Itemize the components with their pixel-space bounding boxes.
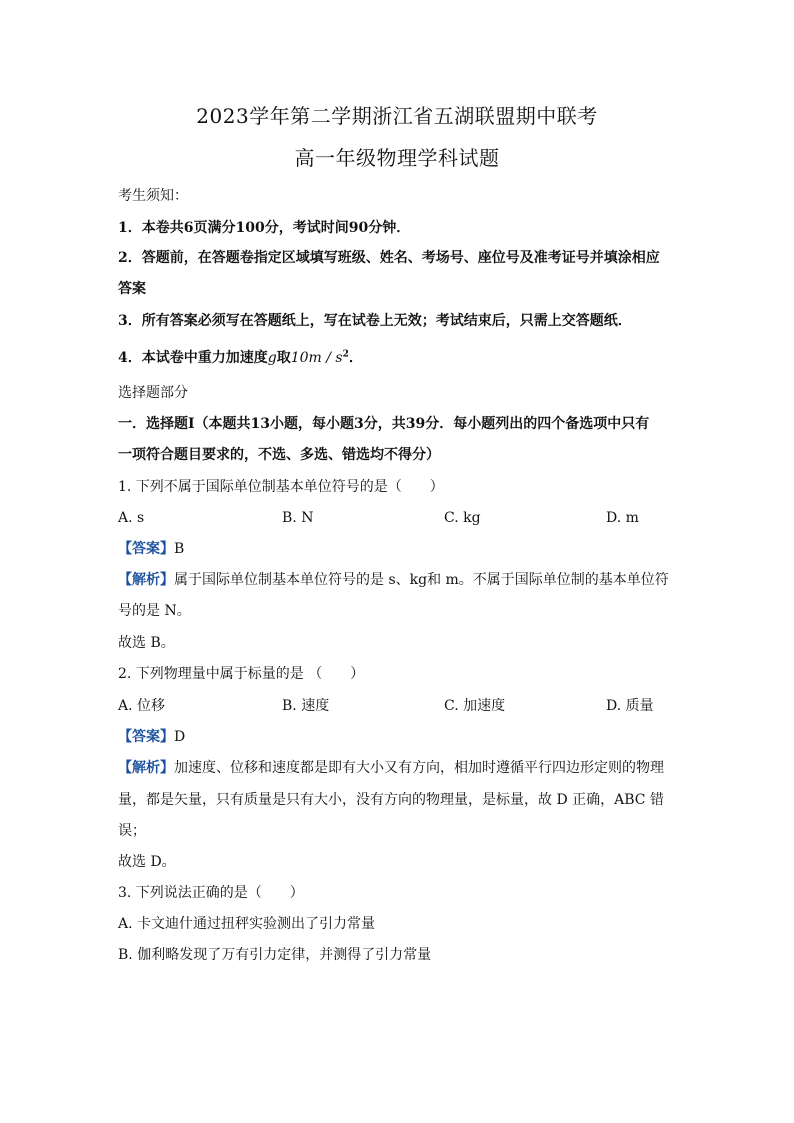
question-1-option-d: D. m xyxy=(606,510,639,526)
analysis-text: 属于国际单位制基本单位符号的是 s、kg和 m。不属于国际单位制的基本单位符 xyxy=(174,572,669,588)
question-3-stem: 3. 下列说法正确的是（ ） xyxy=(118,885,304,901)
section-heading-line-2: 一项符合题目要求的，不选、多选、错选均不得分） xyxy=(118,447,440,463)
question-1-analysis xyxy=(118,570,678,590)
notice-item-4-take: 取 xyxy=(276,350,291,366)
question-2-conclusion: 故选 D。 xyxy=(118,854,176,870)
exam-subtitle: 高一年级物理学科试题 xyxy=(294,146,500,170)
notice-item-4-end: ． xyxy=(348,350,363,366)
question-1-analysis-line-2: 号的是 N。 xyxy=(118,603,191,619)
question-2-option-b: B. 速度 xyxy=(282,698,330,714)
question-1-option-a: A. s xyxy=(118,510,145,526)
question-2-option-c: C. 加速度 xyxy=(444,698,506,714)
notice-item-2: 2．答题前，在答题卷指定区域填写班级、姓名、考场号、座位号及准考证号并填涂相应 xyxy=(118,250,660,266)
notice-item-1: 1．本卷共6页满分100分，考试时间90分钟． xyxy=(118,220,411,236)
notice-item-4-text: 4．本试卷中重力加速度 xyxy=(118,350,268,366)
question-1-stem: 1. 下列不属于国际单位制基本单位符号的是（ ） xyxy=(118,479,444,495)
question-1-option-c: C. kg xyxy=(444,510,481,526)
notice-item-3: 3．所有答案必须写在答题纸上，写在试卷上无效；考试结束后，只需上交答题纸． xyxy=(118,313,632,329)
question-2-analysis xyxy=(118,758,678,778)
analysis-tag: 【解析】 xyxy=(118,572,174,588)
question-3-option-a: A. 卡文迪什通过扭秤实验测出了引力常量 xyxy=(118,916,376,932)
answer-value: D xyxy=(174,729,186,745)
answer-tag: 【答案】 xyxy=(118,729,174,745)
question-3-option-b: B. 伽利略发现了万有引力定律，并测得了引力常量 xyxy=(118,947,432,963)
answer-value: B xyxy=(174,541,185,557)
question-2-option-d: D. 质量 xyxy=(606,698,654,714)
gravity-unit-exponent: 2 xyxy=(342,349,349,360)
question-2-analysis-line-3: 误； xyxy=(118,823,146,839)
analysis-tag: 【解析】 xyxy=(118,760,174,776)
question-2-stem: 2. 下列物理量中属于标量的是 （ ） xyxy=(118,666,365,682)
gravity-unit: 10m / s xyxy=(290,350,343,366)
gravity-symbol: g xyxy=(267,350,277,366)
question-2-answer xyxy=(118,727,678,747)
notice-heading: 考生须知： xyxy=(118,188,188,204)
section-heading-line-1: 一．选择题Ⅰ（本题共13小题，每小题3分，共39分．每小题列出的四个备选项中只有 xyxy=(118,416,650,432)
question-1-answer xyxy=(118,539,678,559)
answer-tag: 【答案】 xyxy=(118,541,174,557)
question-1-option-b: B. N xyxy=(282,510,314,526)
notice-item-4 xyxy=(118,348,678,368)
exam-title: 2023学年第二学期浙江省五湖联盟期中联考 xyxy=(196,104,598,128)
notice-item-2-continued: 答案 xyxy=(118,281,146,297)
question-2-option-a: A. 位移 xyxy=(118,698,166,714)
question-1-conclusion: 故选 B。 xyxy=(118,635,175,651)
analysis-text: 加速度、位移和速度都是即有大小又有方向，相加时遵循平行四边形定则的物理 xyxy=(174,760,664,776)
section-part: 选择题部分 xyxy=(118,385,188,401)
question-2-analysis-line-2: 量，都是矢量，只有质量是只有大小，没有方向的物理量，是标量，故 D 正确，ABC 错 xyxy=(118,792,664,808)
